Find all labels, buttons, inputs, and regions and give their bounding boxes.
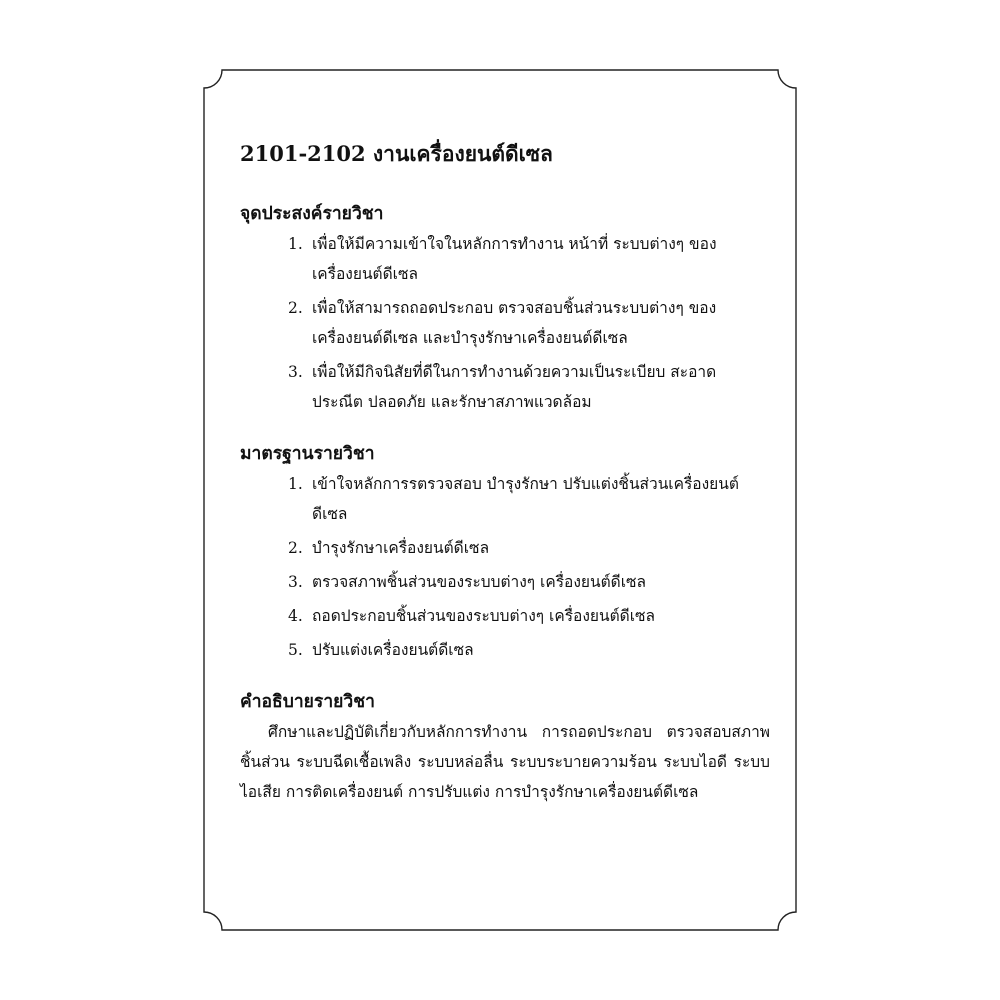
course-title: 2101-2102 งานเครื่องยนต์ดีเซล (240, 141, 553, 166)
standards-heading: มาตรฐานรายวิชา (240, 444, 375, 465)
list-item (240, 635, 770, 665)
list-text: ปรับแต่งเครื่องยนต์ดีเซล (312, 640, 474, 659)
list-number: 3. (288, 363, 303, 382)
list-number: 2. (288, 538, 303, 557)
document-content (240, 140, 770, 807)
list-number: 5. (288, 640, 303, 659)
objectives-list (240, 229, 770, 417)
list-item (240, 357, 770, 417)
list-text: เพื่อให้มีความเข้าใจในหลักการทำงาน หน้าที่ ระบบต่างๆ ของเครื่องยนต์ดีเซล (312, 235, 717, 284)
list-text: ตรวจสภาพชิ้นส่วนของระบบต่างๆ เครื่องยนต์ดีเซล (312, 572, 647, 591)
list-item (240, 533, 770, 563)
description-paragraph: ศึกษาและปฏิบัติเกี่ยวกับหลักการทำงาน การถอดประกอบ ตรวจสอบสภาพชิ้นส่วน ระบบฉีดเชื้อเพลิง ระบบหล่อลื่น ระบบระบายความร้อน ระบบไอดี ระบบไอเสีย การติดเครื่องยนต์ การปรับแต่ง การบำรุงรักษาเครื่องยนต์ดีเซล (240, 722, 770, 801)
list-text: เพื่อให้มีกิจนิสัยที่ดีในการทำงานด้วยความเป็นระเบียบ สะอาด ประณีต ปลอดภัย และรักษาสภาพแวดล้อม (312, 363, 717, 412)
list-text: เพื่อให้สามารถถอดประกอบ ตรวจสอบชิ้นส่วนระบบต่างๆ ของเครื่องยนต์ดีเซล และบำรุงรักษาเครื่องยนต์ดีเซล (312, 299, 717, 348)
list-number: 4. (288, 606, 303, 625)
section-spacer (240, 421, 770, 443)
description-heading: คำอธิบายรายวิชา (240, 691, 375, 712)
section-spacer (240, 669, 770, 691)
list-text: บำรุงรักษาเครื่องยนต์ดีเซล (312, 538, 490, 557)
objectives-section (240, 203, 770, 417)
list-item (240, 567, 770, 597)
standards-list (240, 469, 770, 665)
list-number: 1. (288, 235, 303, 254)
description-section (240, 691, 770, 807)
list-number: 2. (288, 299, 303, 318)
list-text: เข้าใจหลักการรตรวจสอบ บำรุงรักษา ปรับแต่งชิ้นส่วนเครื่องยนต์ดีเซล (312, 474, 739, 523)
list-text: ถอดประกอบชิ้นส่วนของระบบต่างๆ เครื่องยนต์ดีเซล (312, 606, 656, 625)
list-item (240, 229, 770, 289)
list-number: 3. (288, 572, 303, 591)
standards-section (240, 443, 770, 665)
list-number: 1. (288, 474, 303, 493)
list-item (240, 469, 770, 529)
objectives-heading: จุดประสงค์รายวิชา (240, 204, 384, 225)
list-item (240, 601, 770, 631)
list-item (240, 293, 770, 353)
